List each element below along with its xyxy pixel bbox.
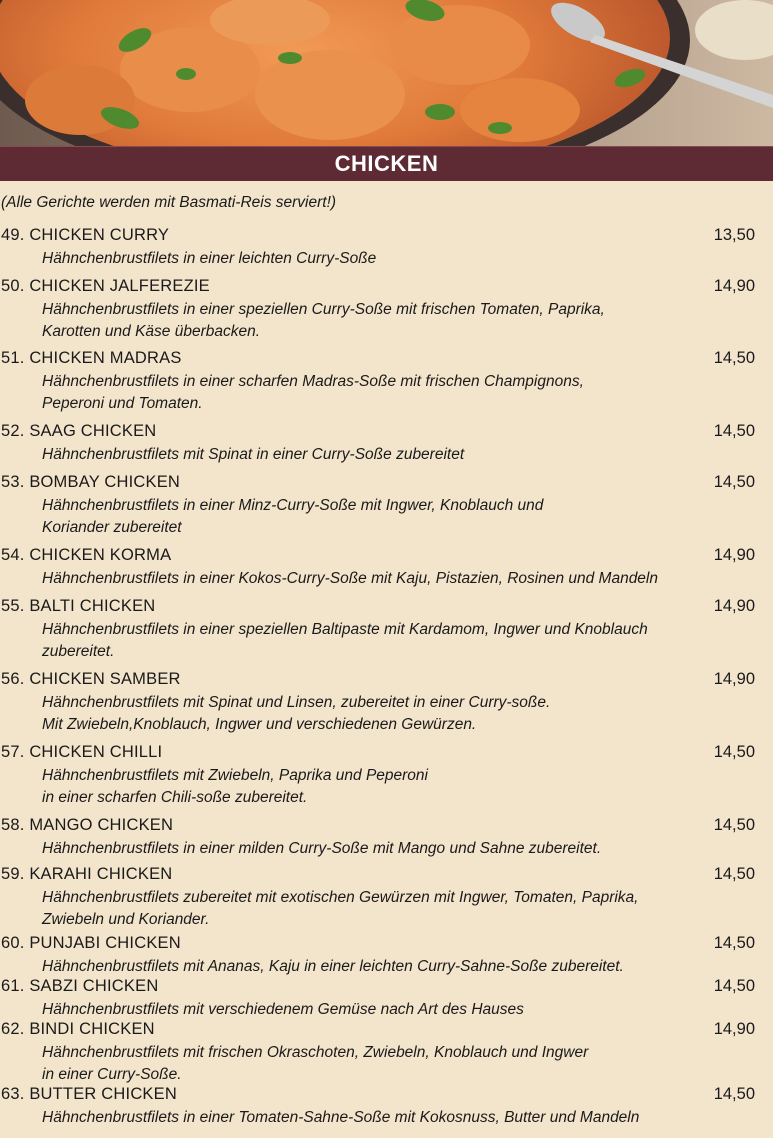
item-title: 63. BUTTER CHICKEN xyxy=(1,1085,177,1103)
item-price: 14,50 xyxy=(713,743,755,761)
section-header-bar xyxy=(0,146,773,181)
item-price: 14,50 xyxy=(713,349,755,367)
item-description: Hähnchenbrustfilets in einer scharfen Madras-Soße mit frischen Champignons, Peperoni und Tomaten. xyxy=(42,373,584,412)
item-price: 14,90 xyxy=(713,597,755,615)
item-description: Hähnchenbrustfilets zubereitet mit exotischen Gewürzen mit Ingwer, Tomaten, Paprika, Zwiebeln und Koriander. xyxy=(42,889,639,928)
item-description: Hähnchenbrustfilets in einer milden Curry-Soße mit Mango und Sahne zubereitet. xyxy=(42,840,602,857)
item-description: Hähnchenbrustfilets in einer Kokos-Curry-Soße mit Kaju, Pistazien, Rosinen und Mandeln xyxy=(42,570,658,587)
item-title: 53. BOMBAY CHICKEN xyxy=(1,473,181,491)
item-price: 14,90 xyxy=(713,1020,755,1038)
item-title: 57. CHICKEN CHILLI xyxy=(1,743,163,761)
item-title: 62. BINDI CHICKEN xyxy=(1,1020,155,1038)
rice-note: (Alle Gerichte werden mit Basmati-Reis serviert!) xyxy=(1,194,337,211)
item-price: 14,90 xyxy=(713,670,755,688)
item-price: 14,50 xyxy=(713,816,755,834)
curry-dish-illustration xyxy=(0,0,773,146)
item-title: 52. SAAG CHICKEN xyxy=(1,422,157,440)
item-price: 14,50 xyxy=(713,422,755,440)
item-price: 14,50 xyxy=(713,865,755,883)
item-title: 51. CHICKEN MADRAS xyxy=(1,349,182,367)
item-description: Hähnchenbrustfilets in einer Minz-Curry-Soße mit Ingwer, Knoblauch und Koriander zubereitet xyxy=(42,497,544,536)
item-title: 61. SABZI CHICKEN xyxy=(1,977,159,995)
item-price: 14,50 xyxy=(713,473,755,491)
item-description: Hähnchenbrustfilets in einer speziellen Baltipaste mit Kardamom, Ingwer und Knoblauch zubereitet. xyxy=(42,621,648,660)
item-price: 14,50 xyxy=(713,934,755,952)
section-title: CHICKEN xyxy=(334,151,439,176)
item-title: 50. CHICKEN JALFEREZIE xyxy=(1,277,210,295)
item-description: Hähnchenbrustfilets mit frischen Okraschoten, Zwiebeln, Knoblauch und Ingwer in einer Curry-Soße. xyxy=(42,1044,589,1083)
item-description: Hähnchenbrustfilets mit Ananas, Kaju in einer leichten Curry-Sahne-Soße zubereitet. xyxy=(42,958,624,975)
item-title: 58. MANGO CHICKEN xyxy=(1,816,174,834)
item-description: Hähnchenbrustfilets in einer leichten Curry-Soße xyxy=(42,250,377,267)
item-description: Hähnchenbrustfilets in einer Tomaten-Sahne-Soße mit Kokosnuss, Butter und Mandeln xyxy=(42,1109,640,1126)
item-description: Hähnchenbrustfilets mit Spinat in einer Curry-Soße zubereitet xyxy=(42,446,465,463)
item-description: Hähnchenbrustfilets mit Spinat und Linsen, zubereitet in einer Curry-soße. Mit Zwiebeln,Knoblauch, Ingwer und verschiedenen Gewürzen. xyxy=(42,694,551,733)
item-title: 60. PUNJABI CHICKEN xyxy=(1,934,181,952)
item-title: 55. BALTI CHICKEN xyxy=(1,597,156,615)
item-price: 14,90 xyxy=(713,277,755,295)
hero-food-image xyxy=(0,0,773,146)
item-price: 14,50 xyxy=(713,977,755,995)
item-description: Hähnchenbrustfilets mit verschiedenem Gemüse nach Art des Hauses xyxy=(42,1001,524,1018)
item-price: 14,90 xyxy=(713,546,755,564)
item-title: 54. CHICKEN KORMA xyxy=(1,546,172,564)
item-title: 49. CHICKEN CURRY xyxy=(1,226,170,244)
item-price: 13,50 xyxy=(713,226,755,244)
item-description: Hähnchenbrustfilets mit Zwiebeln, Paprika und Peperoni in einer scharfen Chili-soße zubereitet. xyxy=(42,767,428,806)
item-description: Hähnchenbrustfilets in einer speziellen Curry-Soße mit frischen Tomaten, Paprika, Karotten und Käse überbacken. xyxy=(42,301,605,340)
item-title: 59. KARAHI CHICKEN xyxy=(1,865,173,883)
item-price: 14,50 xyxy=(713,1085,755,1103)
item-title: 56. CHICKEN SAMBER xyxy=(1,670,181,688)
